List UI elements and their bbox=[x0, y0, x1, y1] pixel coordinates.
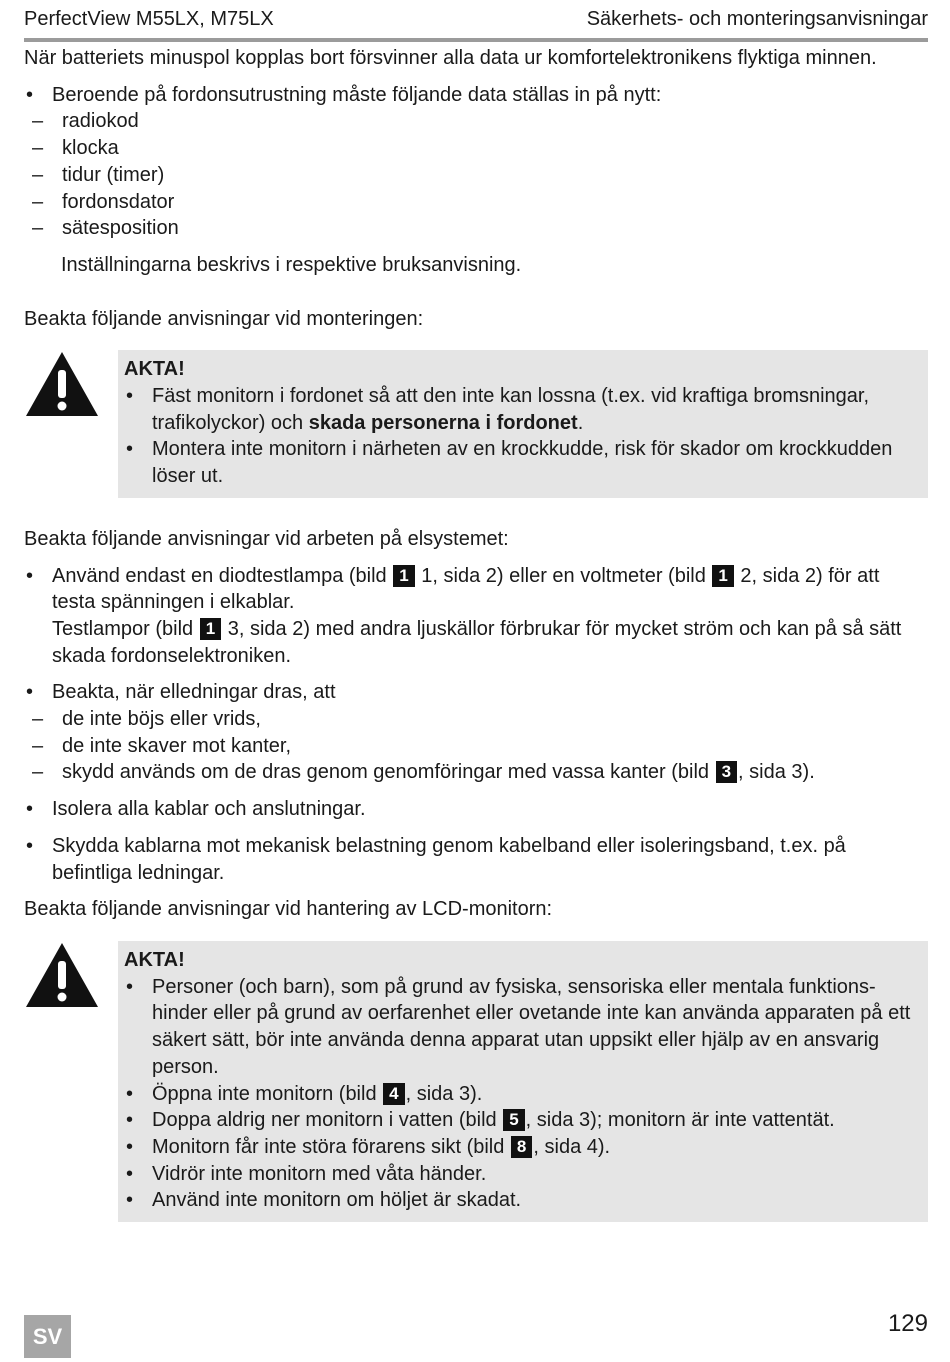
list-item bbox=[24, 679, 928, 786]
list-item: • Montera inte monitorn i närheten av en krockkudde, risk för skador om krockkudden löser ut. bbox=[124, 436, 920, 489]
reset-lead: Beroende på fordonsutrustning måste följande data ställas in på nytt: bbox=[52, 83, 662, 106]
warning-emphasis: skada personerna i fordonet bbox=[308, 411, 578, 434]
header-product: PerfectView M55LX, M75LX bbox=[24, 8, 274, 30]
page-content bbox=[24, 44, 928, 1222]
warning-block-mounting bbox=[24, 350, 928, 498]
intro-paragraph: När batteriets minuspol kopplas bort försvinner alla data ur komfortelektronikens flyktiga minnen. bbox=[24, 47, 877, 69]
list-item: • Använd inte monitorn om höljet är skadat. bbox=[124, 1187, 920, 1214]
warning-box bbox=[118, 941, 928, 1222]
page-header bbox=[24, 8, 928, 42]
figure-ref: 1 bbox=[393, 565, 414, 587]
language-badge: SV bbox=[24, 1315, 71, 1358]
warning-text: Fäst monitorn i fordonet så att den inte kan lossna (t.ex. vid kraftiga bromsningar, trafikolyckor) och bbox=[152, 385, 870, 434]
figure-ref: 1 bbox=[712, 565, 733, 587]
reset-bullet-list bbox=[24, 82, 928, 242]
warning-list bbox=[124, 383, 920, 490]
figure-ref: 3 bbox=[716, 761, 737, 783]
text: , sida 3); monitorn är inte vattentät. bbox=[525, 1109, 835, 1132]
list-item bbox=[124, 1081, 920, 1108]
reset-bullet bbox=[24, 82, 928, 242]
warning-list bbox=[124, 974, 920, 1214]
mounting-heading: Beakta följande anvisningar vid monteringen: bbox=[24, 307, 424, 330]
list-item bbox=[24, 563, 928, 670]
electrical-list bbox=[24, 563, 928, 887]
figure-ref: 5 bbox=[503, 1109, 524, 1131]
text: 2, sida 2) för att testa spänningen i elkablar. bbox=[52, 564, 880, 614]
list-item: – de inte böjs eller vrids, bbox=[24, 706, 928, 733]
warning-title: AKTA! bbox=[124, 358, 185, 381]
text: Öppna inte monitorn (bild bbox=[152, 1082, 383, 1105]
dash-list bbox=[24, 706, 928, 786]
text: Beakta, när elledningar dras, att bbox=[52, 681, 336, 704]
list-item: – fordonsdator bbox=[24, 189, 928, 216]
text: , sida 4). bbox=[533, 1135, 611, 1158]
warning-block-lcd bbox=[24, 941, 928, 1222]
page-number: 129 bbox=[887, 1310, 928, 1337]
list-item bbox=[124, 1134, 920, 1161]
figure-ref: 4 bbox=[383, 1083, 404, 1105]
header-section: Säkerhets- och monteringsanvisningar bbox=[586, 8, 928, 30]
figure-ref: 8 bbox=[511, 1136, 532, 1158]
list-item: – tidur (timer) bbox=[24, 162, 928, 189]
warning-title: AKTA! bbox=[124, 948, 185, 971]
warning-text: . bbox=[577, 411, 584, 434]
list-item: – sätesposition bbox=[24, 215, 928, 242]
list-item bbox=[24, 759, 928, 786]
list-item: – radiokod bbox=[24, 108, 928, 135]
text: Testlampor (bild bbox=[52, 617, 199, 640]
list-item bbox=[124, 1107, 920, 1134]
text: Doppa aldrig ner monitorn i vatten (bild bbox=[152, 1109, 503, 1132]
list-item: • Skydda kablarna mot mekanisk belastning genom kabelband eller isoleringsband, t.ex. på befintliga ledningar. bbox=[24, 833, 928, 886]
list-item: – de inte skaver mot kanter, bbox=[24, 733, 928, 760]
figure-ref: 1 bbox=[200, 618, 221, 640]
text: Monitorn får inte störa förarens sikt (bild bbox=[152, 1135, 510, 1158]
list-item bbox=[124, 383, 920, 436]
text: , sida 3). bbox=[738, 761, 815, 784]
list-item: • Isolera alla kablar och anslutningar. bbox=[24, 796, 928, 823]
list-item: • Personer (och barn), som på grund av fysiska, sensoriska eller mentala funktions- hinder eller på grund av oerfarenhet eller ovetande inte kan använda apparaten på ett säkert sätt, bör inte använda denna apparat utan uppsikt eller hjälp av en ansvarig person. bbox=[124, 974, 920, 1081]
electrical-heading: Beakta följande anvisningar vid arbeten på elsystemet: bbox=[24, 527, 509, 550]
text: 1, sida 2) eller en voltmeter (bild bbox=[415, 564, 712, 587]
reset-note: Inställningarna beskrivs i respektive bruksanvisning. bbox=[61, 253, 522, 276]
text: Använd endast en diodtestlampa (bild bbox=[52, 564, 393, 587]
list-item: • Vidrör inte monitorn med våta händer. bbox=[124, 1161, 920, 1188]
warning-triangle-icon bbox=[24, 350, 100, 418]
text: skydd används om de dras genom genomföringar med vassa kanter (bild bbox=[62, 761, 715, 784]
lcd-heading: Beakta följande anvisningar vid hantering av LCD-monitorn: bbox=[24, 898, 553, 921]
text: 3, sida 2) med andra ljuskällor förbrukar för mycket ström och kan på så sätt skada fordonselektroniken. bbox=[52, 617, 902, 667]
reset-dash-list bbox=[24, 108, 928, 242]
warning-triangle-icon bbox=[24, 941, 100, 1009]
text: , sida 3). bbox=[405, 1082, 483, 1105]
warning-box bbox=[118, 350, 928, 498]
list-item: – klocka bbox=[24, 135, 928, 162]
